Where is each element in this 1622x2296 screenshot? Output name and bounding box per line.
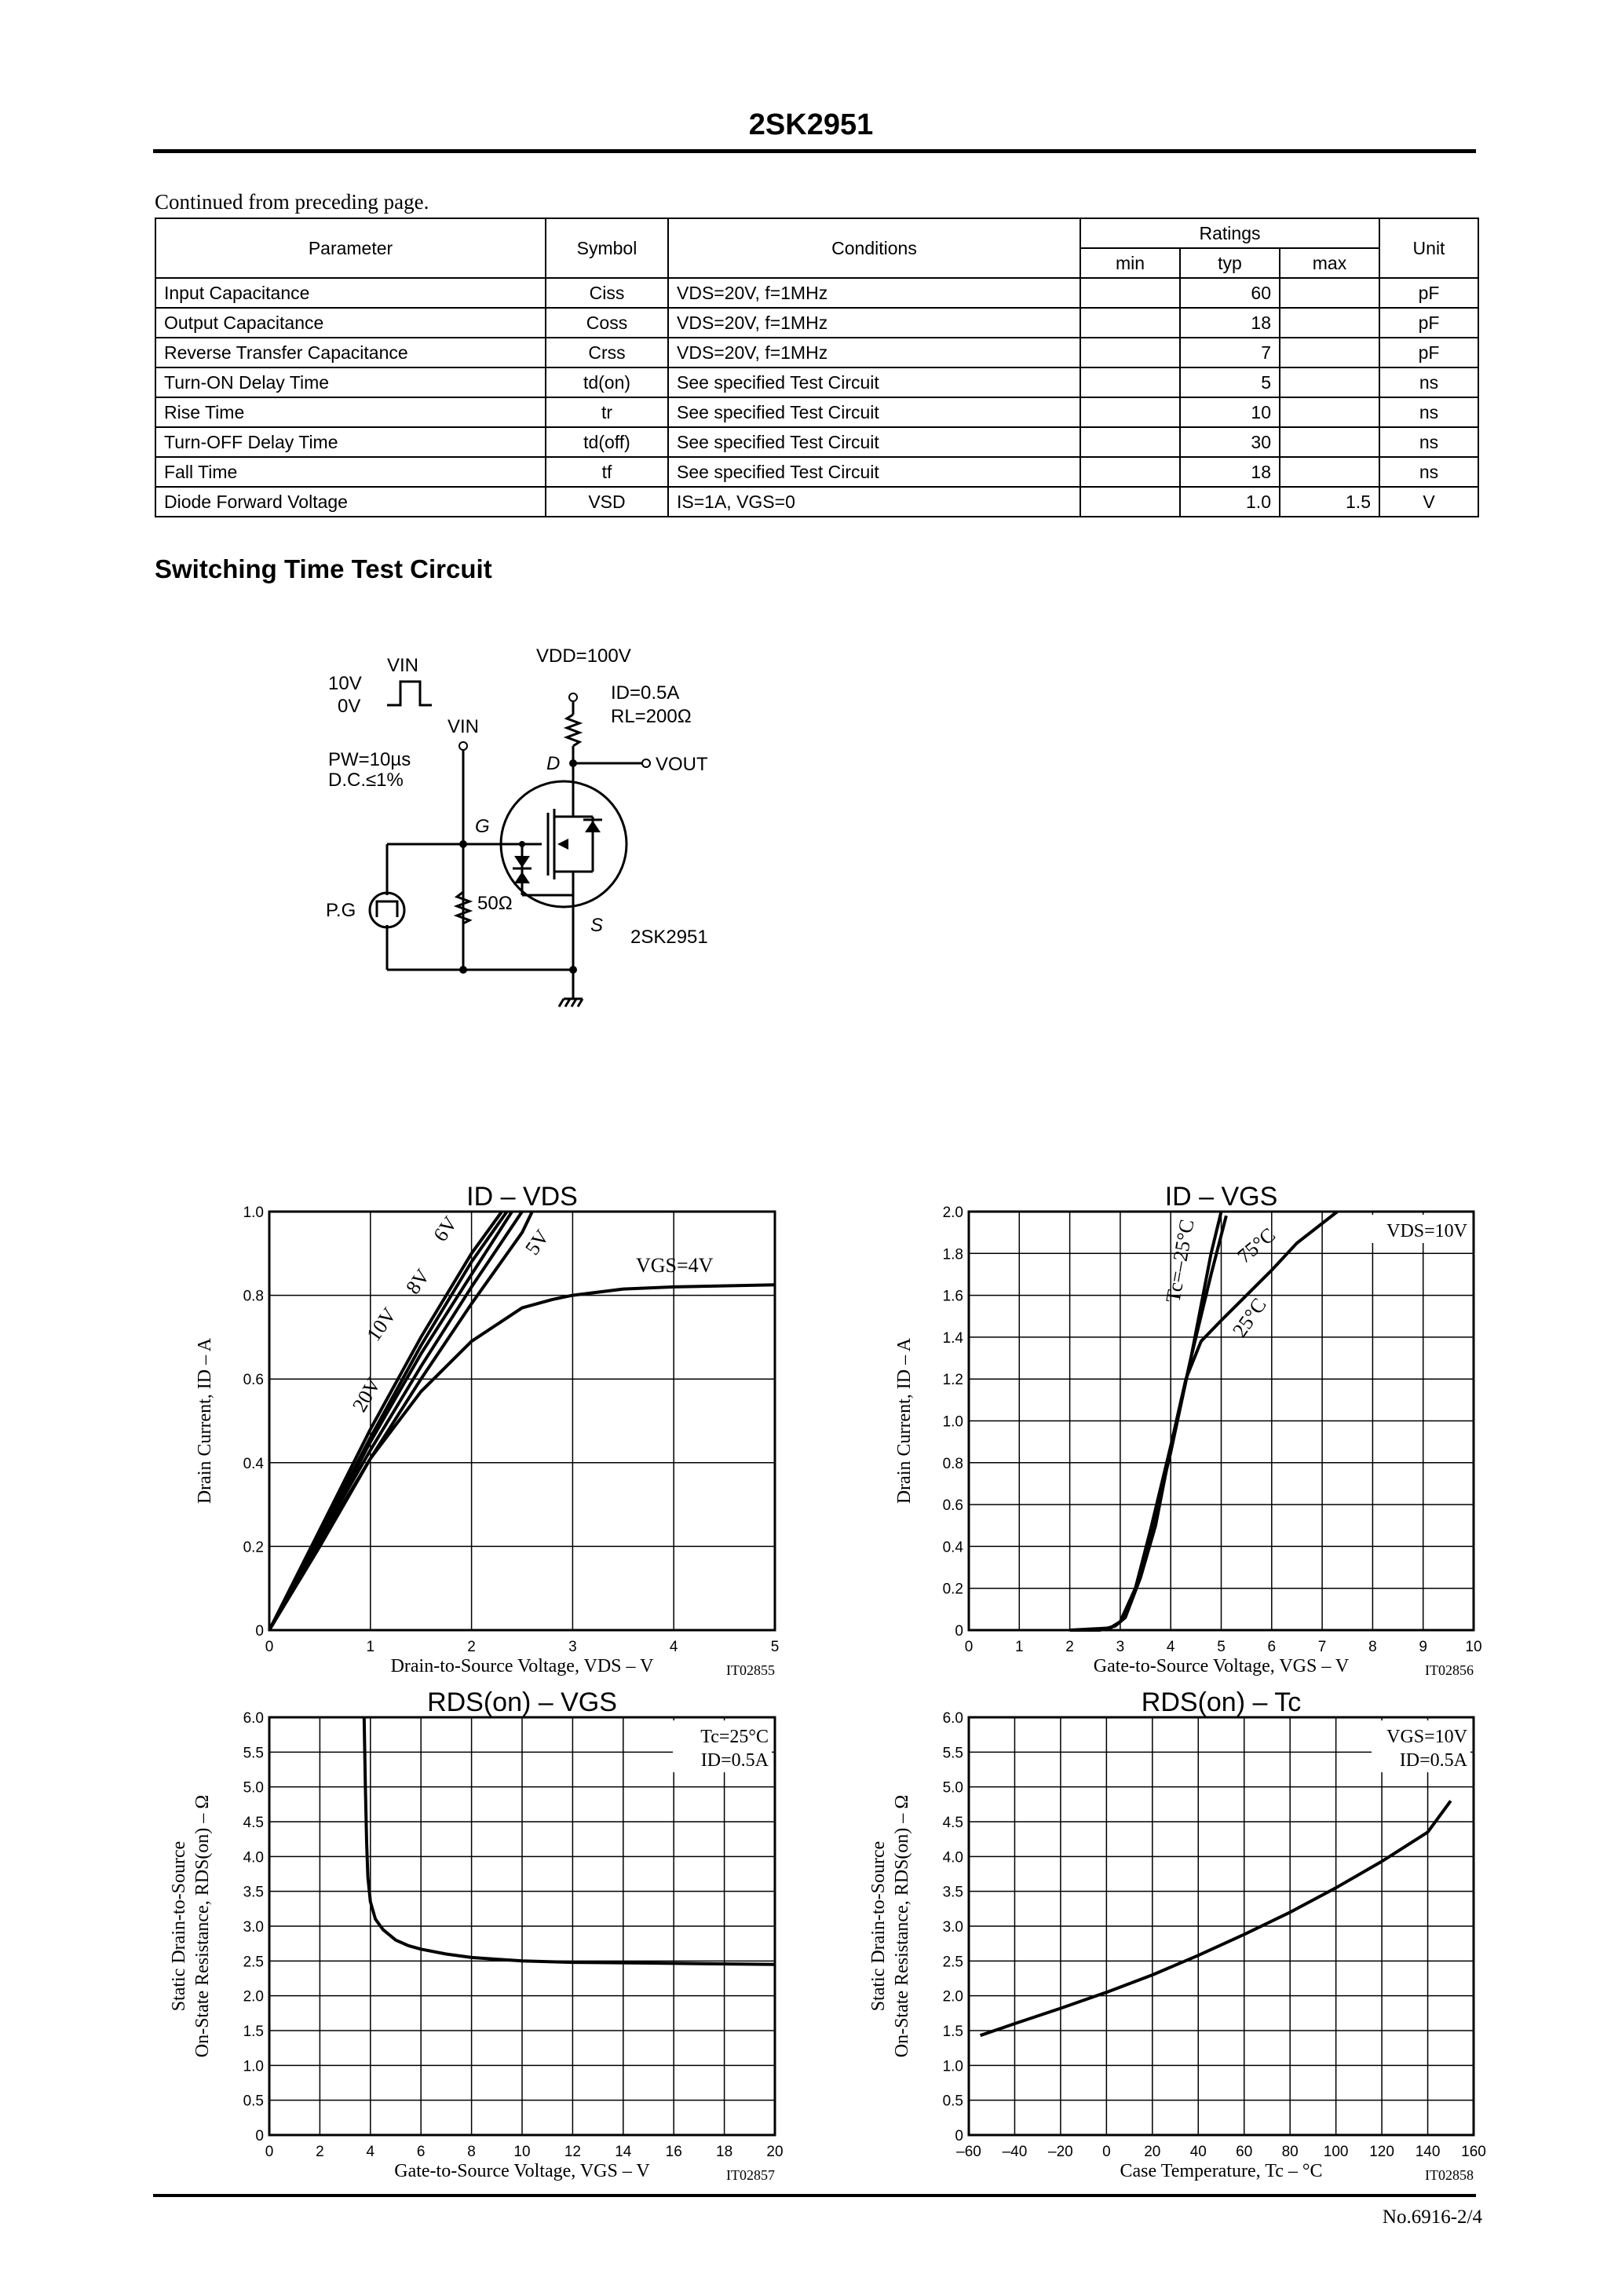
curve-label: VGS=4V (636, 1254, 714, 1277)
label-id: ID=0.5A (611, 682, 680, 704)
y-tick-label: 0 (955, 1623, 963, 1640)
figure-code: IT02856 (1425, 1662, 1474, 1678)
label-50ohm: 50Ω (477, 893, 513, 914)
y-axis-label: Drain Current, ID – A (894, 1337, 915, 1504)
y-tick-label: 1.6 (942, 1288, 963, 1305)
col-symbol: Symbol (546, 218, 668, 278)
y-tick-label: 0.5 (942, 2093, 963, 2110)
x-tick-label: 9 (1419, 1639, 1427, 1655)
series-line (269, 1285, 775, 1630)
series-line (1070, 1216, 1226, 1630)
label-0v: 0V (338, 696, 361, 717)
y-axis-label: Static Drain-to-Source (868, 1841, 889, 2012)
y-tick-label: 0 (955, 2128, 963, 2144)
x-tick-label: 40 (1189, 2144, 1207, 2160)
table-row: Turn-OFF Delay Time td(off) See specified Test Circuit 30 ns (155, 427, 1478, 457)
y-tick-label: 2.5 (243, 1954, 264, 1971)
curve-label: 75°C (1233, 1223, 1280, 1268)
x-tick-label: 8 (1368, 1639, 1377, 1655)
x-tick-label: 7 (1317, 1639, 1327, 1655)
label-d: D (546, 753, 561, 774)
footer-rule (153, 2194, 1476, 2197)
y-tick-label: 0.2 (942, 1581, 963, 1598)
col-conditions: Conditions (668, 218, 1080, 278)
y-tick-label: 0.6 (243, 1372, 264, 1389)
x-tick-label: 3 (1116, 1639, 1125, 1655)
y-tick-label: 5.5 (243, 1745, 264, 1762)
table-row: Turn-ON Delay Time td(on) See specified Test Circuit 5 ns (155, 367, 1478, 397)
x-tick-label: 0 (265, 2144, 274, 2160)
x-tick-label: 140 (1415, 2144, 1441, 2160)
label-vdd: VDD=100V (536, 645, 631, 667)
col-typ: typ (1180, 248, 1280, 278)
y-tick-label: 3.0 (243, 1919, 264, 1936)
curve-label: 8V (401, 1264, 435, 1299)
y-tick-label: 1.0 (243, 1205, 264, 1221)
y-tick-label: 3.5 (243, 1884, 264, 1901)
y-tick-label: 1.4 (942, 1329, 963, 1347)
series-line (981, 1801, 1451, 2035)
col-parameter: Parameter (155, 218, 546, 278)
x-tick-label: 2 (467, 1639, 476, 1655)
x-tick-label: 2 (1065, 1639, 1074, 1655)
y-tick-label: 1.8 (942, 1246, 963, 1263)
y-tick-label: 0.8 (243, 1288, 264, 1305)
y-axis-label: On-State Resistance, RDS(on) – Ω (892, 1794, 912, 2058)
x-tick-label: 5 (770, 1639, 780, 1655)
y-tick-label: 5.5 (942, 1745, 963, 1762)
table-row: Reverse Transfer Capacitance Crss VDS=20V, f=1MHz 7 pF (155, 338, 1478, 367)
y-axis-label: Static Drain-to-Source (169, 1841, 189, 2012)
chart-3 (169, 1687, 784, 2183)
x-tick-label: 20 (1144, 2144, 1161, 2160)
y-tick-label: 3.0 (942, 1919, 963, 1936)
page-title: 2SK2951 (748, 108, 874, 141)
y-tick-label: 5.0 (942, 1779, 963, 1797)
label-vout: VOUT (656, 754, 708, 775)
label-device: 2SK2951 (630, 927, 708, 948)
annotation: ID=0.5A (700, 1750, 769, 1771)
y-tick-label: 2.0 (942, 1988, 963, 2005)
curve-label: 25°C (1228, 1293, 1271, 1342)
y-tick-label: 6.0 (942, 1710, 963, 1727)
y-tick-label: 3.5 (942, 1884, 963, 1901)
label-rl: RL=200Ω (611, 706, 692, 727)
x-tick-label: 4 (366, 2144, 375, 2160)
label-vin-top: VIN (387, 655, 419, 676)
x-tick-label: 3 (568, 1639, 577, 1655)
curve-label: 6V (429, 1212, 462, 1246)
y-tick-label: 4.5 (942, 1815, 963, 1831)
x-tick-label: 80 (1281, 2144, 1299, 2160)
x-tick-label: 10 (1465, 1639, 1482, 1655)
label-dc: D.C.≤1% (328, 770, 404, 791)
x-tick-label: 5 (1217, 1639, 1226, 1655)
x-tick-label: 1 (366, 1639, 375, 1655)
figure-code: IT02857 (726, 2167, 775, 2183)
label-pg: P.G (326, 900, 356, 921)
x-tick-label: 16 (665, 2144, 682, 2160)
y-tick-label: 0.5 (243, 2093, 264, 2110)
page-number: No.6916-2/4 (1382, 2206, 1482, 2228)
col-min: min (1080, 248, 1180, 278)
y-tick-label: 0.6 (942, 1497, 963, 1515)
y-axis-label: Drain Current, ID – A (195, 1337, 215, 1504)
x-axis-label: Gate-to-Source Voltage, VGS – V (1093, 1656, 1350, 1676)
y-tick-label: 2.5 (942, 1954, 963, 1971)
table-row: Output Capacitance Coss VDS=20V, f=1MHz 18 pF (155, 308, 1478, 338)
y-tick-label: 1.0 (942, 2058, 963, 2075)
x-tick-label: 1 (1015, 1639, 1024, 1655)
curve-label: 5V (521, 1225, 554, 1260)
x-tick-label: 0 (1102, 2144, 1111, 2160)
x-tick-label: –20 (1048, 2144, 1073, 2160)
chart-1 (195, 1182, 779, 1678)
x-tick-label: 18 (716, 2144, 733, 2160)
y-tick-label: 6.0 (243, 1710, 264, 1727)
x-axis-label: Drain-to-Source Voltage, VDS – V (390, 1656, 654, 1676)
chart-title: RDS(on) – VGS (427, 1687, 617, 1717)
x-tick-label: 0 (964, 1639, 974, 1655)
x-tick-label: 20 (766, 2144, 784, 2160)
y-tick-label: 0 (255, 1623, 264, 1640)
x-tick-label: 120 (1369, 2144, 1394, 2160)
curve-label: 20V (348, 1373, 385, 1416)
section-title: Switching Time Test Circuit (155, 554, 492, 583)
y-tick-label: 0.8 (942, 1455, 963, 1472)
x-tick-label: 160 (1461, 2144, 1486, 2160)
label-vin-gate: VIN (448, 716, 480, 737)
curve-label: 10V (362, 1303, 401, 1346)
label-s: S (590, 915, 604, 936)
y-tick-label: 4.0 (243, 1849, 264, 1866)
annotation: ID=0.5A (1399, 1750, 1467, 1771)
col-ratings: Ratings (1080, 218, 1379, 248)
y-tick-label: 0.4 (243, 1455, 264, 1472)
y-tick-label: 2.0 (942, 1205, 963, 1221)
x-tick-label: 2 (316, 2144, 324, 2160)
continued-note: Continued from preceding page. (155, 190, 429, 214)
table-row: Rise Time tr See specified Test Circuit 10 ns (155, 397, 1478, 427)
x-tick-label: 4 (669, 1639, 678, 1655)
x-axis-label: Gate-to-Source Voltage, VGS – V (394, 2161, 650, 2181)
y-axis-label: On-State Resistance, RDS(on) – Ω (192, 1794, 213, 2058)
x-tick-label: –40 (1002, 2144, 1028, 2160)
chart-title: ID – VGS (1164, 1182, 1278, 1212)
y-tick-label: 4.5 (243, 1815, 264, 1831)
y-tick-label: 4.0 (942, 1849, 963, 1866)
y-tick-label: 0.4 (942, 1539, 963, 1556)
table-row: Fall Time tf See specified Test Circuit 18 ns (155, 457, 1478, 487)
x-tick-label: 6 (416, 2144, 426, 2160)
chart-title: ID – VDS (466, 1182, 578, 1212)
col-unit: Unit (1379, 218, 1478, 278)
x-tick-label: 60 (1236, 2144, 1253, 2160)
x-tick-label: 6 (1267, 1639, 1277, 1655)
label-10v: 10V (328, 673, 362, 694)
x-axis-label: Case Temperature, Tc – °C (1120, 2161, 1323, 2181)
col-max: max (1280, 248, 1379, 278)
label-pw: PW=10µs (328, 749, 411, 770)
x-tick-label: 4 (1166, 1639, 1175, 1655)
y-tick-label: 5.0 (243, 1779, 264, 1797)
x-tick-label: 8 (467, 2144, 476, 2160)
curve-label: Tc=–25°C (1161, 1217, 1199, 1305)
y-tick-label: 0 (255, 2128, 264, 2144)
annotation: VDS=10V (1386, 1221, 1467, 1241)
chart-title: RDS(on) – Tc (1141, 1687, 1302, 1717)
annotation: VGS=10V (1386, 1727, 1467, 1747)
y-tick-label: 0.2 (243, 1539, 264, 1556)
table-row: Diode Forward Voltage VSD IS=1A, VGS=0 1.0 1.5 V (155, 487, 1478, 517)
x-tick-label: –60 (956, 2144, 981, 2160)
x-tick-label: 0 (265, 1639, 274, 1655)
x-tick-label: 14 (615, 2144, 632, 2160)
figure-code: IT02855 (726, 1662, 775, 1678)
y-tick-label: 1.5 (243, 2024, 264, 2040)
y-tick-label: 2.0 (243, 1988, 264, 2005)
figure-code: IT02858 (1425, 2167, 1474, 2183)
x-tick-label: 12 (564, 2144, 581, 2160)
x-tick-label: 100 (1323, 2144, 1349, 2160)
x-tick-label: 10 (513, 2144, 531, 2160)
chart-4 (868, 1687, 1486, 2183)
y-tick-label: 1.0 (243, 2058, 264, 2075)
y-tick-label: 1.2 (942, 1372, 963, 1389)
label-g: G (475, 816, 490, 837)
table-row: Input Capacitance Ciss VDS=20V, f=1MHz 60 pF (155, 278, 1478, 308)
y-tick-label: 1.0 (942, 1413, 963, 1431)
y-tick-label: 1.5 (942, 2024, 963, 2040)
chart-2 (894, 1182, 1482, 1678)
annotation: Tc=25°C (700, 1727, 769, 1747)
